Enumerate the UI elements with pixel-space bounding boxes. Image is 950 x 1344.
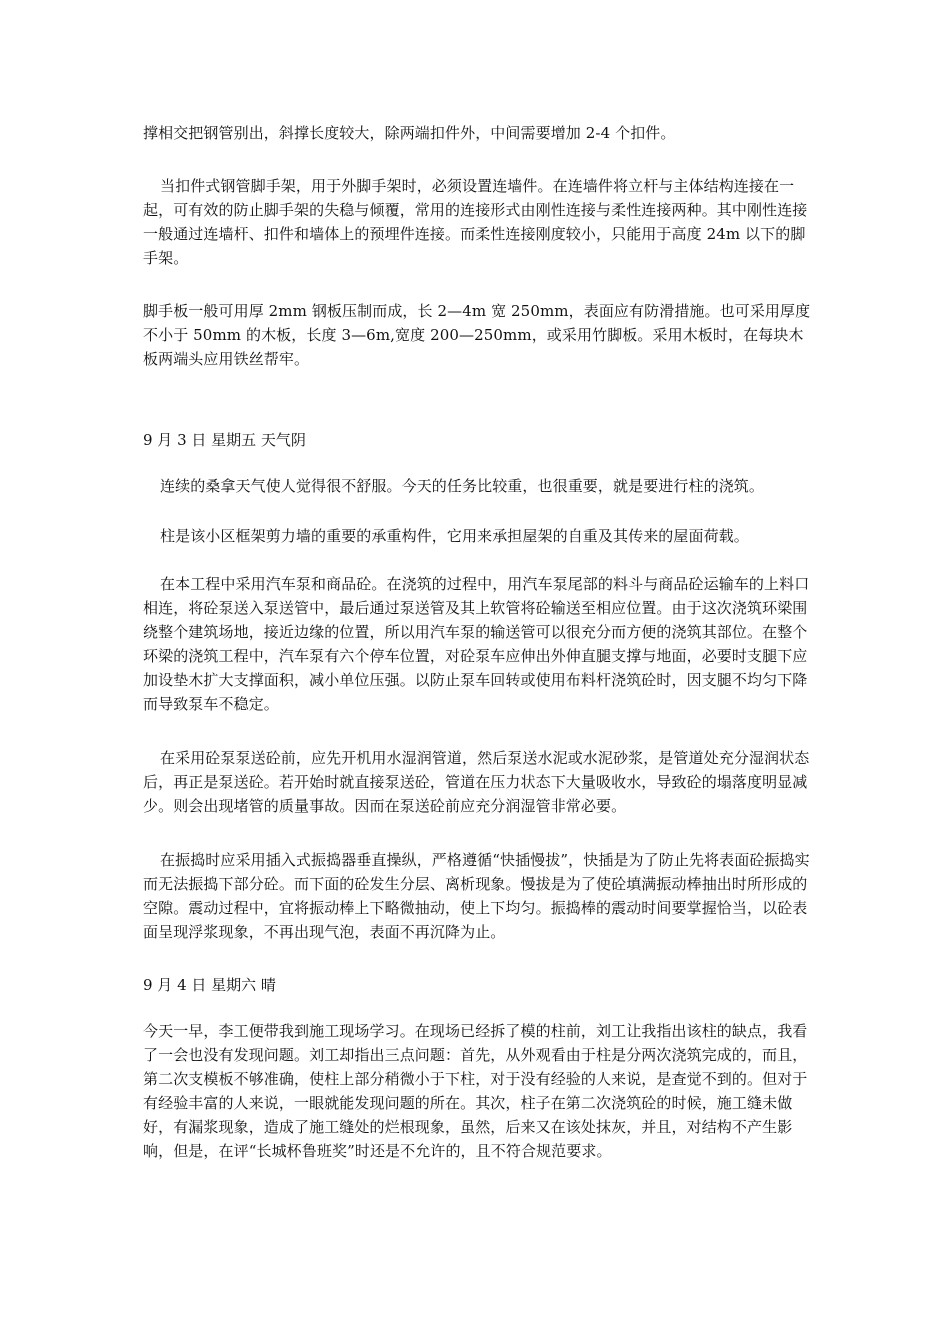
paragraph-pump-truck: 在本工程中采用汽车泵和商品砼。在浇筑的过程中，用汽车泵尾部的料斗与商品砼运输车的上料口相连，将砼泵送入泵送管中，最后通过泵送管及其上软管将砼输送至相应位置。由于这次浇筑环梁围绕整个建筑场地，接近边缘的位置，所以用汽车泵的输送管可以很充分而方便的浇筑其部位。在整个环梁的浇筑工程中，汽车泵有六个停车位置，对砼泵车应伸出外伸直腿支撑与地面，必要时支腿下应加设垫木扩大支撑面积，减小单位压强。以防止泵车回转或使用布料杆浇筑砼时，因支腿不均匀下降而导致泵车不稳定。	[143, 575, 810, 713]
paragraph-weather: 连续的桑拿天气使人觉得很不舒服。今天的任务比较重，也很重要，就是要进行柱的浇筑。	[160, 477, 765, 495]
paragraph-vibration: 在振捣时应采用插入式振捣器垂直操纵，严格遵循“快插慢拔”，快插是为了防止先将表面砼振捣实而无法振捣下部分砼。而下面的砼发生分层、离析现象。慢拔是为了使砼填满振动棒抽出时所形成的空隙。震动过程中，宜将振动棒上下略微抽动，使上下均匀。振捣棒的震动时间要掌握恰当，以砼表面呈现浮浆现象，不再出现气泡，表面不再沉降为止。	[143, 851, 810, 941]
paragraph-column-role: 柱是该小区框架剪力墙的重要的承重构件，它用来承担屋架的自重及其传来的屋面荷载。	[160, 527, 749, 545]
diary-date-sep-4: 9 月 4 日 星期六 晴	[143, 976, 276, 994]
paragraph-scaffold-board: 脚手板一般可用厚 2mm 钢板压制而成，长 2—4m 宽 250mm，表面应有防滑措施。也可采用厚度不小于 50mm 的木板，长度 3—6m,宽度 200—250mm，或采用竹脚板。采用木板时，在每块木板两端头应用铁丝帮牢。	[143, 302, 811, 368]
paragraph-site-inspection: 今天一早，李工便带我到施工现场学习。在现场已经拆了模的柱前，刘工让我指出该柱的缺点，我看了一会也没有发现问题。刘工却指出三点问题：首先，从外观看由于柱是分两次浇筑完成的，而且，第二次支模板不够准确，使柱上部分稍微小于下柱，对于没有经验的人来说，是查觉不到的。但对于有经验丰富的人来说，一眼就能发现问题的所在。其次，柱子在第二次浇筑砼的时候，施工缝未做好，有漏浆现象，造成了施工缝处的烂根现象，虽然，后来又在该处抹灰，并且，对结构不产生影响，但是，在评“长城杯鲁班奖”时还是不允许的，且不符合规范要求。	[143, 1022, 808, 1160]
diary-date-sep-3: 9 月 3 日 星期五 天气阴	[143, 431, 306, 449]
paragraph-wall-ties: 当扣件式钢管脚手架，用于外脚手架时，必须设置连墙件。在连墙件将立杆与主体结构连接在一起，可有效的防止脚手架的失稳与倾覆，常用的连接形式由刚性连接与柔性连接两种。其中刚性连接一般通过连墙杆、扣件和墙体上的预埋件连接。而柔性连接刚度较小，只能用于高度 24m 以下的脚手架。	[143, 177, 808, 267]
paragraph-scaffold-bracing: 撑相交把钢管别出，斜撑长度较大，除两端扣件外，中间需要增加 2-4 个扣件。	[143, 124, 676, 142]
paragraph-pipe-wetting: 在采用砼泵泵送砼前，应先开机用水湿润管道，然后泵送水泥或水泥砂浆，是管道处充分湿润状态后，再正是泵送砼。若开始时就直接泵送砼，管道在压力状态下大量吸收水，导致砼的塌落度明显减少。则会出现堵管的质量事故。因而在泵送砼前应充分润湿管非常必要。	[143, 749, 810, 815]
